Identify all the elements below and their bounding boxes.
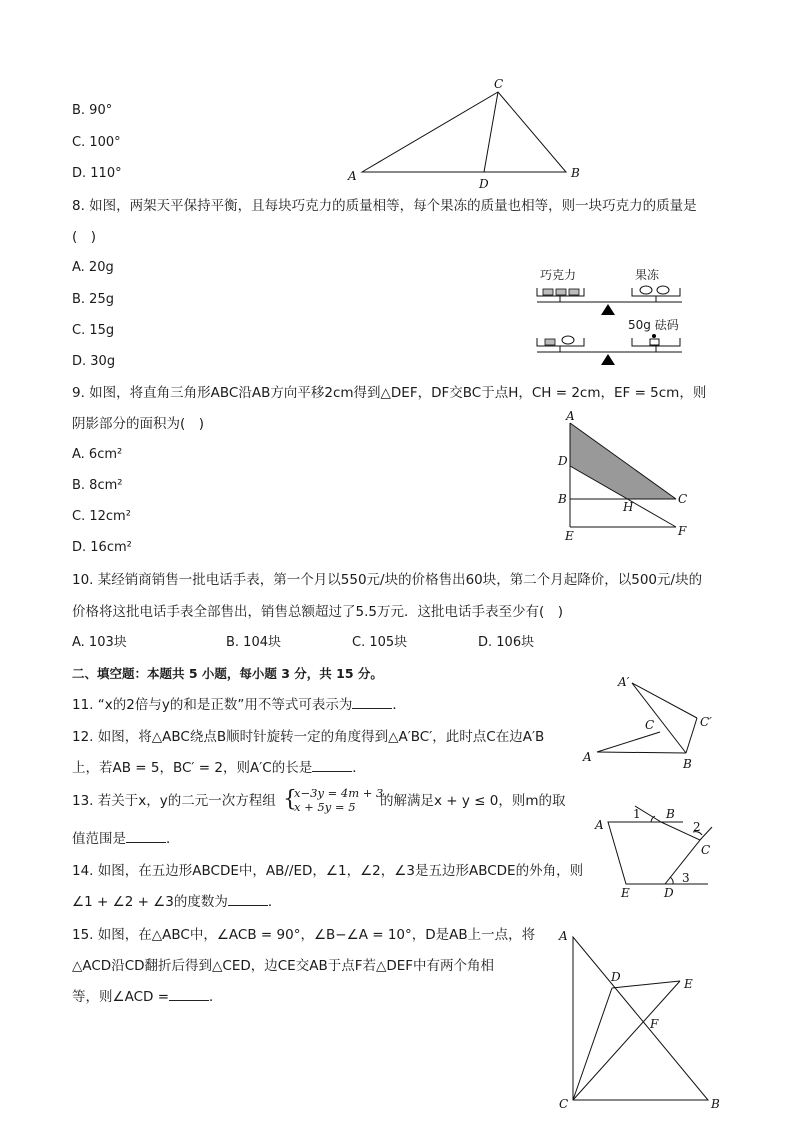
q14-stem-2: ∠1 + ∠2 + ∠3的度数为 <box>72 894 228 910</box>
q8-label-chocolate: 巧克力 <box>540 268 577 282</box>
q13-end: ． <box>166 831 180 847</box>
q10-option-a: A. 103块 <box>72 635 127 650</box>
q8-option-d: D. 30g <box>72 354 116 369</box>
q14-label-a: A <box>595 818 604 832</box>
section-2-heading: 二、填空题：本题共 5 小题，每小题 3 分，共 15 分。 <box>72 666 383 681</box>
q15-label-b: B <box>711 1097 720 1111</box>
q12-label-c: C <box>645 718 655 732</box>
q9-label-f: F <box>678 524 687 538</box>
q8-label-weight: 50g 砝码 <box>628 318 679 332</box>
q7-label-d: D <box>479 177 489 191</box>
q15-label-c: C <box>559 1097 569 1111</box>
q15-label-a: A <box>559 929 568 943</box>
q9-label-a: A <box>566 409 575 423</box>
q9-label-c: C <box>678 492 688 506</box>
q13-stem-2: 值范围是 <box>72 831 126 847</box>
q14-stem: 14. 如图，在五边形ABCDE中，AB//ED，∠1，∠2，∠3是五边形ABCDE的外角，则 <box>72 863 584 879</box>
q10-option-c: C. 105块 <box>352 635 408 650</box>
q14-label-e: E <box>621 886 630 900</box>
q9-option-b: B. 8cm² <box>72 478 123 493</box>
q9-option-a: A. 6cm² <box>72 447 123 462</box>
q10-option-d: D. 106块 <box>478 635 535 650</box>
q14-label-c: C <box>701 843 711 857</box>
q9-option-c: C. 12cm² <box>72 509 131 524</box>
q7-label-c: C <box>494 77 504 91</box>
q10-stem: 10. 某经销商销售一批电话手表，第一个月以550元/块的价格售出60块，第二个月起降价，以500元/块的 <box>72 572 703 588</box>
q9-stem: 9. 如图，将直角三角形ABC沿AB方向平移2cm得到△DEF，DF交BC于点H，CH = 2cm，EF = 5cm，则 <box>72 385 707 401</box>
q13-eq2: x + 5y = 5 <box>294 800 356 814</box>
q8-label-jelly: 果冻 <box>635 268 660 282</box>
q15-stem-2: △ACD沿CD翻折后得到△CED，边CE交AB于点F若△DEF中有两个角相 <box>72 958 495 974</box>
q9-stem-2: 阴影部分的面积为( ) <box>72 416 205 432</box>
q13-eq1: x−3y = 4m + 3 <box>294 786 384 800</box>
q15-label-d: D <box>611 970 621 984</box>
q12-end: ． <box>352 760 366 776</box>
q12-stem: 12. 如图，将△ABC绕点B顺时针旋转一定的角度得到△A′BC′，此时点C在边A′B <box>72 729 545 745</box>
q12-label-a: A <box>583 750 592 764</box>
q15-stem: 15. 如图，在△ABC中，∠ACB = 90°，∠B−∠A = 10°，D是AB上一点，将 <box>72 927 536 943</box>
q14-label-angle-1: 1 <box>633 807 641 821</box>
q8-option-c: C. 15g <box>72 323 115 338</box>
q15-stem-3: 等，则∠ACD = <box>72 989 170 1005</box>
q13-brace: { <box>283 787 297 812</box>
q15-label-f: F <box>650 1017 659 1031</box>
q9-label-e: E <box>565 529 574 543</box>
q8-stem: 8. 如图，两架天平保持平衡，且每块巧克力的质量相等，每个果冻的质量也相等，则一块巧克力的质量是 <box>72 198 697 214</box>
q8-option-a: A. 20g <box>72 260 114 275</box>
q8-option-b: B. 25g <box>72 292 114 307</box>
q14-label-angle-2: 2 <box>693 820 701 834</box>
q12-label-a-prime: A′ <box>618 675 630 689</box>
q7-option-d: D. 110° <box>72 166 122 181</box>
q15-end: ． <box>209 989 223 1005</box>
q14-end: ． <box>267 894 282 910</box>
q7-label-a: A <box>348 169 357 183</box>
q7-option-b: B. 90° <box>72 103 113 118</box>
q13-stem-b: 的解满足x + y ≤ 0，则m的取 <box>380 793 566 809</box>
q12-stem-2: 上，若AB = 5，BC′ = 2，则A′C的长是 <box>72 760 313 776</box>
q14-label-b: B <box>666 807 675 821</box>
q11-stem: 11. “x的2倍与y的和是正数”用不等式可表示为 <box>72 697 353 713</box>
q7-option-c: C. 100° <box>72 135 121 150</box>
q10-option-b: B. 104块 <box>226 635 281 650</box>
q11-end: ． <box>392 697 406 713</box>
q12-label-b: B <box>683 757 692 771</box>
q12-label-c-prime: C′ <box>700 715 712 729</box>
q9-label-h: H <box>623 500 634 514</box>
q13-stem-a: 13. 若关于x，y的二元一次方程组 <box>72 793 276 809</box>
q9-label-b: B <box>558 492 567 506</box>
q14-label-angle-3: 3 <box>682 871 690 885</box>
q9-label-d: D <box>558 454 568 468</box>
q9-option-d: D. 16cm² <box>72 540 132 555</box>
q10-stem-2: 价格将这批电话手表全部售出，销售总额超过了5.5万元．这批电话手表至少有( ) <box>72 604 564 620</box>
q14-label-d: D <box>664 886 674 900</box>
q15-label-e: E <box>684 977 693 991</box>
q7-label-b: B <box>571 166 580 180</box>
q8-paren: ( ) <box>72 229 97 245</box>
